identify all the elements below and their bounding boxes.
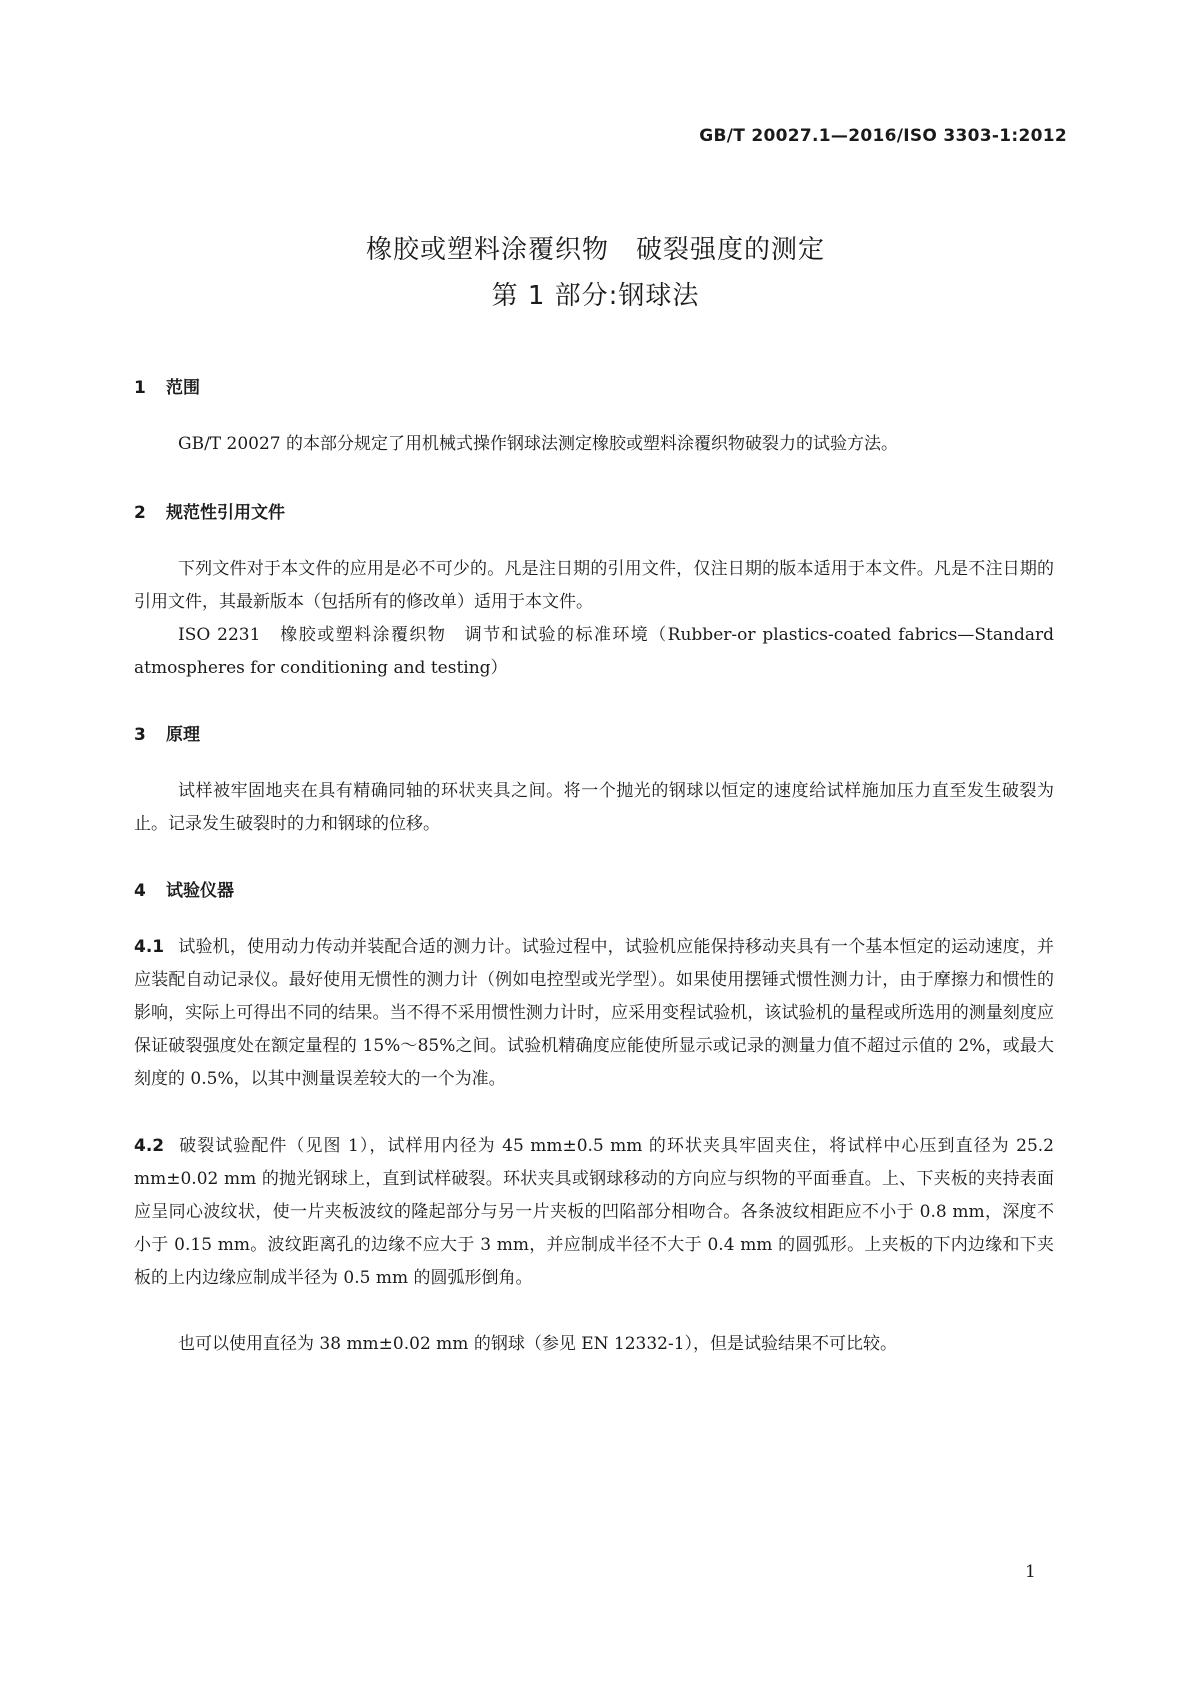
clause-4-2 <box>134 1130 1054 1295</box>
document-title-line2: 第 1 部分:钢球法 <box>491 281 700 311</box>
section-number: 2 <box>134 503 146 523</box>
clause-number: 4.1 <box>134 937 165 957</box>
page-number: 1 <box>1025 1562 1036 1582</box>
section-1-paragraph: GB/T 20027 的本部分规定了用机械式操作钢球法测定橡胶或塑料涂覆织物破裂力的试验方法。 <box>178 434 899 454</box>
section-title: 试验仪器 <box>166 881 234 901</box>
section-2-paragraph: 下列文件对于本文件的应用是必不可少的。凡是注日期的引用文件，仅注日期的版本适用于本文件。凡是不注日期的引用文件，其最新版本（包括所有的修改单）适用于本文件。 <box>134 559 1054 612</box>
clause-text: 试验机，使用动力传动并装配合适的测力计。试验过程中，试验机应能保持移动夹具有一个基本恒定的运动速度，并应装配自动记录仪。最好使用无惯性的测力计（例如电控型或光学型）。如果使用摆锤式惯性测力计，由于摩擦力和惯性的影响，实际上可得出不同的结果。当不得不采用惯性测力计时，应采用变程试验机，该试验机的量程或所选用的测量刻度应保证破裂强度处在额定量程的 15%～85%之间。试验机精确度应能使所显示或记录的测量力值不超过示值的 2%，或最大刻度的 0.5%，以其中测量误差较大的一个为准。 <box>134 937 1054 1089</box>
normative-reference: ISO 2231 橡胶或塑料涂覆织物 调节和试验的标准环境（Rubber-or plastics-coated fabrics—Standard atmospheres for conditioning and testing） <box>134 625 1054 678</box>
document-title-line1: 橡胶或塑料涂覆织物 破裂强度的测定 <box>365 235 825 265</box>
section-4-heading <box>134 876 234 901</box>
section-2-heading <box>134 498 285 523</box>
clause-number: 4.2 <box>134 1136 165 1156</box>
section-number: 1 <box>134 378 146 398</box>
section-1-heading <box>134 373 200 398</box>
section-number: 4 <box>134 881 146 901</box>
section-number: 3 <box>134 725 146 745</box>
section-title: 原理 <box>166 725 200 745</box>
section-title: 规范性引用文件 <box>166 503 285 523</box>
standard-number: GB/T 20027.1—2016/ISO 3303-1:2012 <box>699 126 1067 146</box>
clause-text: 破裂试验配件（见图 1），试样用内径为 45 mm±0.5 mm 的环状夹具牢固夹住，将试样中心压到直径为 25.2 mm±0.02 mm 的抛光钢球上，直到试样破裂。环状夹具或钢球移动的方向应与织物的平面垂直。上、下夹板的夹持表面应呈同心波纹状，使一片夹板波纹的隆起部分与另一片夹板的凹陷部分相吻合。各条波纹相距应不小于 0.8 mm，深度不小于 0.15 mm。波纹距离孔的边缘不应大于 3 mm，并应制成半径不大于 0.4 mm 的圆弧形。上夹板的下内边缘和下夹板的上内边缘应制成半径为 0.5 mm 的圆弧形倒角。 <box>134 1136 1054 1288</box>
section-3-paragraph: 试样被牢固地夹在具有精确同轴的环状夹具之间。将一个抛光的钢球以恒定的速度给试样施加压力直至发生破裂为止。记录发生破裂时的力和钢球的位移。 <box>134 781 1054 834</box>
clause-4-2-note: 也可以使用直径为 38 mm±0.02 mm 的钢球（参见 EN 12332-1），但是试验结果不可比较。 <box>178 1334 898 1354</box>
clause-4-1 <box>134 931 1054 1096</box>
section-3-heading <box>134 720 200 745</box>
section-title: 范围 <box>166 378 200 398</box>
